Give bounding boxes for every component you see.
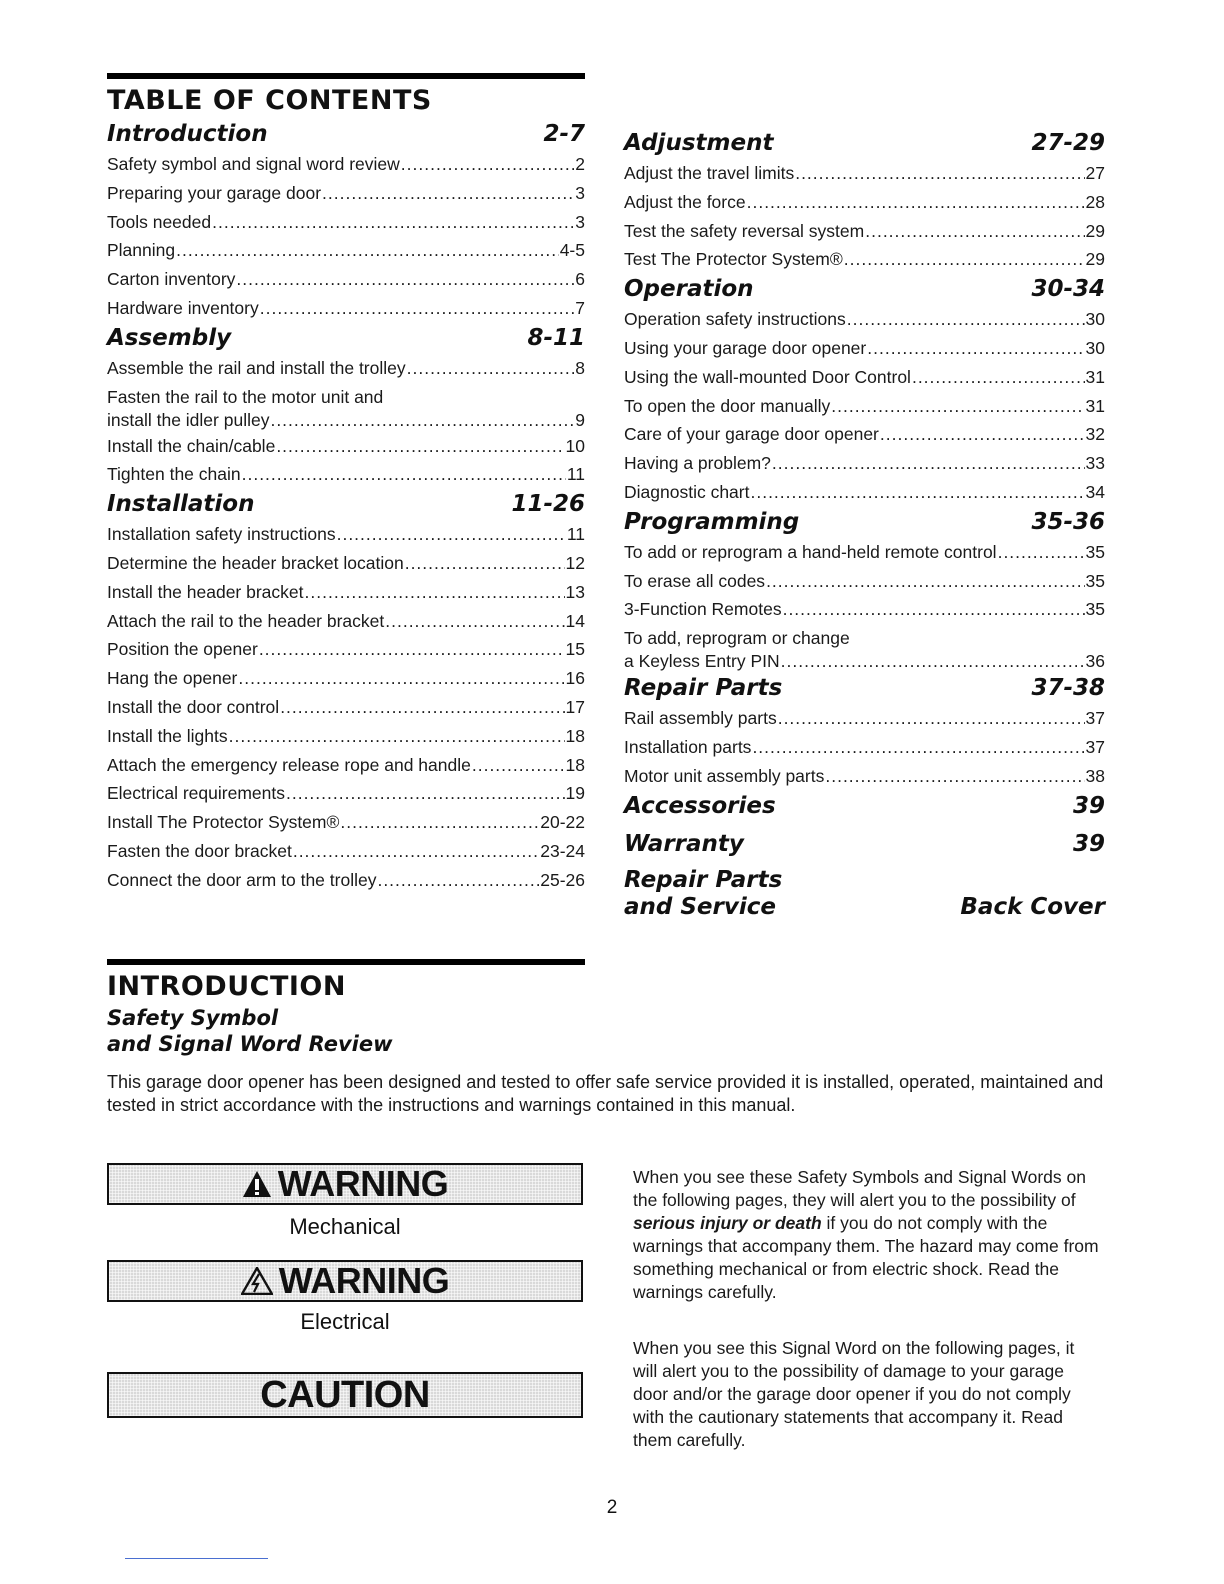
entry-page: 18 [565, 754, 585, 775]
toc-entry[interactable] [107, 779, 585, 808]
entry-label: To add or reprogram a hand-held remote control [624, 541, 997, 562]
entry-label: Connect the door arm to the trolley [107, 869, 377, 890]
section-pages: 35-36 [1031, 508, 1105, 535]
entry-label: Using your garage door opener [624, 337, 867, 358]
leader-dots [405, 549, 565, 578]
leader-dots [831, 392, 1084, 421]
leader-dots [236, 265, 574, 294]
leader-dots [752, 733, 1084, 762]
entry-label: Fasten the door bracket [107, 840, 292, 861]
entry-label: Hardware inventory [107, 297, 259, 318]
section-title: Installation [107, 491, 255, 518]
leader-dots [472, 751, 565, 780]
section-title: Assembly [107, 324, 232, 351]
entry-label: Install the chain/cable [107, 435, 276, 456]
leader-dots [286, 779, 565, 808]
entry-label: To open the door manually [624, 395, 831, 416]
entry-page: 18 [565, 725, 585, 746]
toc-entry[interactable] [107, 236, 585, 265]
intro-title: INTRODUCTION [107, 971, 346, 1002]
toc-entry[interactable] [107, 664, 585, 693]
entry-label: Attach the emergency release rope and handle [107, 754, 471, 775]
entry-label: Electrical requirements [107, 783, 285, 804]
warning-mechanical-word: WARNING [277, 1163, 449, 1204]
toc-entry[interactable] [624, 420, 1105, 449]
toc-entry[interactable] [107, 179, 585, 208]
toc-entry[interactable] [624, 188, 1105, 217]
entry-label-first-line: To add, reprogram or change [624, 628, 850, 649]
toc-entry[interactable] [107, 693, 585, 722]
entry-label: Safety symbol and signal word review [107, 154, 400, 174]
warning-mechanical-banner [107, 1163, 583, 1205]
back-cover-line2: and Service [624, 893, 776, 920]
leader-dots [270, 409, 574, 432]
intro-subtitle-line1: Safety Symbol [107, 1006, 279, 1030]
toc-entry[interactable] [107, 150, 585, 179]
toc-left-sections [107, 119, 585, 895]
toc-section [624, 673, 1105, 790]
entry-page: 13 [565, 581, 585, 602]
leader-dots [337, 520, 566, 549]
toc-section [624, 791, 1105, 821]
entry-page: 4-5 [559, 240, 585, 261]
toc-entry[interactable] [107, 578, 585, 607]
entry-page: 29 [1085, 220, 1105, 241]
leader-dots [772, 449, 1085, 478]
caution-word: CAUTION [260, 1373, 430, 1416]
serious-injury-emphasis: serious injury or death [633, 1213, 822, 1233]
leader-dots [212, 208, 574, 237]
toc-entry[interactable] [624, 762, 1105, 791]
toc-section [107, 489, 585, 894]
section-title: Operation [624, 276, 754, 303]
leader-dots [176, 236, 559, 265]
mechanical-caption: Mechanical [289, 1214, 401, 1239]
section-pages: 8-11 [527, 324, 585, 351]
toc-entry[interactable] [624, 305, 1105, 334]
leader-dots [242, 460, 566, 489]
toc-entry[interactable] [107, 722, 585, 751]
leader-dots [280, 693, 564, 722]
leader-dots [825, 762, 1084, 791]
toc-right-column [624, 128, 1105, 921]
toc-entry[interactable] [624, 595, 1105, 624]
section-title: Warranty [624, 830, 744, 857]
entry-label: Install the door control [107, 696, 280, 717]
entry-label: Determine the header bracket location [107, 552, 404, 573]
leader-dots [795, 159, 1084, 188]
entry-label: Preparing your garage door [107, 182, 322, 203]
entry-label: 3-Function Remotes [624, 599, 782, 620]
entry-page: 37 [1085, 736, 1105, 757]
entry-page: 9 [575, 409, 585, 430]
toc-entry[interactable] [107, 520, 585, 549]
toc-entry[interactable] [624, 363, 1105, 392]
entry-page: 10 [565, 435, 585, 456]
entry-page: 12 [565, 552, 585, 573]
warning-electrical-word: WARNING [278, 1260, 450, 1301]
leader-dots [377, 866, 539, 895]
entry-page: 3 [575, 182, 585, 203]
entry-label: Operation safety instructions [624, 309, 846, 330]
leader-dots [407, 354, 575, 383]
entry-label: Adjust the travel limits [624, 163, 795, 183]
section-title: Introduction [107, 121, 268, 147]
toc-entry[interactable] [624, 704, 1105, 733]
toc-entry[interactable] [107, 386, 585, 432]
toc-right-sections [624, 128, 1105, 859]
leader-dots [293, 837, 539, 866]
toc-entry[interactable] [107, 460, 585, 489]
warning-electrical-banner [107, 1260, 583, 1302]
entry-page: 20-22 [540, 812, 585, 833]
leader-dots [783, 595, 1085, 624]
entry-label: Installation parts [624, 736, 752, 757]
toc-section [624, 829, 1105, 859]
leader-dots [385, 607, 564, 636]
entry-label: To erase all codes [624, 570, 766, 591]
leader-dots [401, 150, 574, 179]
toc-entry[interactable] [107, 808, 585, 837]
entry-label: Tools needed [107, 211, 212, 232]
entry-page: 11 [566, 464, 585, 485]
section-title: Adjustment [624, 130, 774, 156]
entry-label: Having a problem? [624, 453, 771, 474]
page-number: 2 [606, 1497, 618, 1518]
intro-subtitle-line2: and Signal Word Review [107, 1032, 393, 1056]
toc-entry[interactable] [624, 217, 1105, 246]
entry-page: 15 [565, 639, 585, 660]
entry-page: 29 [1085, 249, 1105, 270]
leader-dots [880, 420, 1085, 449]
leader-dots [781, 650, 1085, 673]
section-title: Accessories [624, 792, 776, 819]
entry-page: 31 [1085, 395, 1105, 416]
toc-entry[interactable] [107, 837, 585, 866]
toc-entry[interactable] [624, 733, 1105, 762]
warning-triangle-icon [242, 1170, 272, 1198]
toc-entry[interactable] [624, 334, 1105, 363]
entry-page: 33 [1085, 453, 1105, 474]
section-title: Repair Parts [624, 675, 783, 702]
section-pages: 39 [1072, 830, 1105, 857]
toc-entry[interactable] [107, 208, 585, 237]
toc-section [107, 119, 585, 323]
toc-entry-line [624, 650, 1105, 673]
toc-entry[interactable] [107, 294, 585, 323]
entry-page: 35 [1085, 599, 1105, 620]
section-pages: 27-29 [1031, 130, 1105, 156]
entry-label: Attach the rail to the header bracket [107, 610, 385, 631]
entry-label: Test the safety reversal system [624, 220, 865, 241]
entry-label: Diagnostic chart [624, 481, 750, 502]
leader-dots [259, 635, 565, 664]
footer-rule [125, 1558, 268, 1559]
entry-label: Position the opener [107, 639, 258, 660]
leader-dots [276, 432, 564, 461]
entry-label: Assemble the rail and install the trolley [107, 357, 406, 378]
entry-label: Rail assembly parts [624, 708, 777, 729]
section-pages: 37-38 [1031, 675, 1105, 702]
leader-dots [229, 722, 565, 751]
toc-entry[interactable] [624, 449, 1105, 478]
leader-dots [305, 578, 565, 607]
intro-paragraph: This garage door opener has been designed and tested to offer safe service provided it is installed, operated, maintained and tested in strict accordance with the instructions and warnings contained in this manual. [107, 1072, 1104, 1115]
leader-dots [847, 305, 1085, 334]
leader-dots [912, 363, 1085, 392]
entry-label: install the idler pulley [107, 409, 270, 430]
leader-dots [867, 334, 1084, 363]
entry-label: Test The Protector System® [624, 249, 843, 270]
entry-page: 28 [1085, 191, 1105, 212]
entry-page: 19 [565, 783, 585, 804]
entry-page: 3 [575, 211, 585, 232]
entry-page: 16 [565, 668, 585, 689]
caution-explanation: When you see this Signal Word on the following pages, it will alert you to the possibility of damage to your garage door and/or the garage door opener if you do not comply with the cautionary statements that accompany it. Read them carefully. [633, 1338, 1075, 1450]
toc-entry[interactable] [624, 159, 1105, 188]
toc-entry[interactable] [624, 478, 1105, 507]
toc-entry[interactable] [624, 627, 1105, 673]
toc-entry[interactable] [624, 392, 1105, 421]
entry-label: Install the lights [107, 725, 228, 746]
leader-dots [747, 188, 1085, 217]
leader-dots [998, 538, 1085, 567]
toc-title: TABLE OF CONTENTS [107, 85, 432, 116]
leader-dots [340, 808, 539, 837]
toc-section [624, 507, 1105, 673]
entry-page: 23-24 [540, 840, 585, 861]
entry-label: Hang the opener [107, 668, 238, 689]
toc-entry[interactable] [107, 635, 585, 664]
entry-page: 11 [566, 524, 585, 545]
entry-page: 38 [1085, 765, 1105, 786]
section-pages: 2-7 [543, 121, 585, 147]
section-pages: 30-34 [1031, 276, 1105, 303]
entry-label: Motor unit assembly parts [624, 765, 825, 786]
toc-entry[interactable] [107, 607, 585, 636]
back-cover-line1: Repair Parts [624, 866, 783, 893]
toc-entry-line [107, 409, 585, 432]
entry-label: Tighten the chain [107, 464, 241, 485]
entry-label: Install The Protector System® [107, 812, 340, 833]
entry-label: Installation safety instructions [107, 524, 336, 545]
toc-entry[interactable] [107, 354, 585, 383]
leader-dots [750, 478, 1084, 507]
heading-rule [107, 73, 585, 79]
entry-page: 17 [565, 696, 585, 717]
toc-section [624, 274, 1105, 507]
introduction-block [107, 959, 585, 1057]
entry-label: Carton inventory [107, 269, 236, 290]
toc-entry[interactable] [107, 265, 585, 294]
entry-page: 34 [1085, 481, 1105, 502]
entry-page: 35 [1085, 541, 1105, 562]
toc-entry[interactable] [107, 866, 585, 895]
back-cover-pages: Back Cover [960, 893, 1105, 920]
toc-entry[interactable] [624, 567, 1105, 596]
entry-page: 8 [575, 357, 585, 378]
leader-dots [844, 245, 1085, 274]
toc-section-back-cover [624, 867, 1105, 920]
section-pages: 39 [1072, 792, 1105, 819]
leader-dots [778, 704, 1085, 733]
entry-label: Planning [107, 240, 176, 261]
entry-label: Install the header bracket [107, 581, 304, 602]
toc-entry[interactable] [624, 538, 1105, 567]
toc-section [107, 323, 585, 489]
caution-banner [107, 1372, 583, 1418]
entry-page: 31 [1085, 366, 1105, 387]
section-pages: 11-26 [511, 491, 585, 518]
leader-dots [238, 664, 564, 693]
electric-shock-triangle-icon [241, 1267, 273, 1295]
leader-dots [865, 217, 1084, 246]
entry-page: 37 [1085, 708, 1105, 729]
safety-symbol-explanation: When you see these Safety Symbols and Signal Words on the following pages, they will alert you to the possibility of serious injury or death if you do not comply with the warnings that accompany them. The hazard may come from something mechanical or from electric shock. Read the warnings carefully. [633, 1167, 1099, 1302]
entry-page: 32 [1085, 424, 1105, 445]
entry-label: Care of your garage door opener [624, 424, 879, 445]
entry-page: 30 [1085, 309, 1105, 330]
toc-section [624, 128, 1105, 274]
leader-dots [766, 567, 1084, 596]
entry-page: 30 [1085, 337, 1105, 358]
leader-dots [260, 294, 575, 323]
entry-label: Using the wall-mounted Door Control [624, 366, 911, 387]
entry-page: 25-26 [540, 869, 585, 890]
entry-page: 2 [575, 154, 585, 174]
toc-left-column [107, 73, 585, 895]
entry-label: a Keyless Entry PIN [624, 651, 780, 672]
entry-label: Adjust the force [624, 191, 746, 212]
entry-page: 36 [1085, 651, 1105, 672]
toc-entry[interactable] [107, 549, 585, 578]
entry-label-first-line: Fasten the rail to the motor unit and [107, 386, 384, 407]
entry-page: 6 [575, 269, 585, 290]
entry-page: 7 [575, 297, 585, 318]
electrical-caption: Electrical [300, 1309, 390, 1334]
entry-page: 14 [565, 610, 585, 631]
entry-page: 35 [1085, 570, 1105, 591]
toc-entry[interactable] [624, 245, 1105, 274]
intro-rule [107, 959, 585, 965]
entry-page: 27 [1085, 163, 1105, 183]
toc-entry[interactable] [107, 432, 585, 461]
toc-entry[interactable] [107, 751, 585, 780]
section-title: Programming [624, 508, 800, 535]
leader-dots [322, 179, 574, 208]
